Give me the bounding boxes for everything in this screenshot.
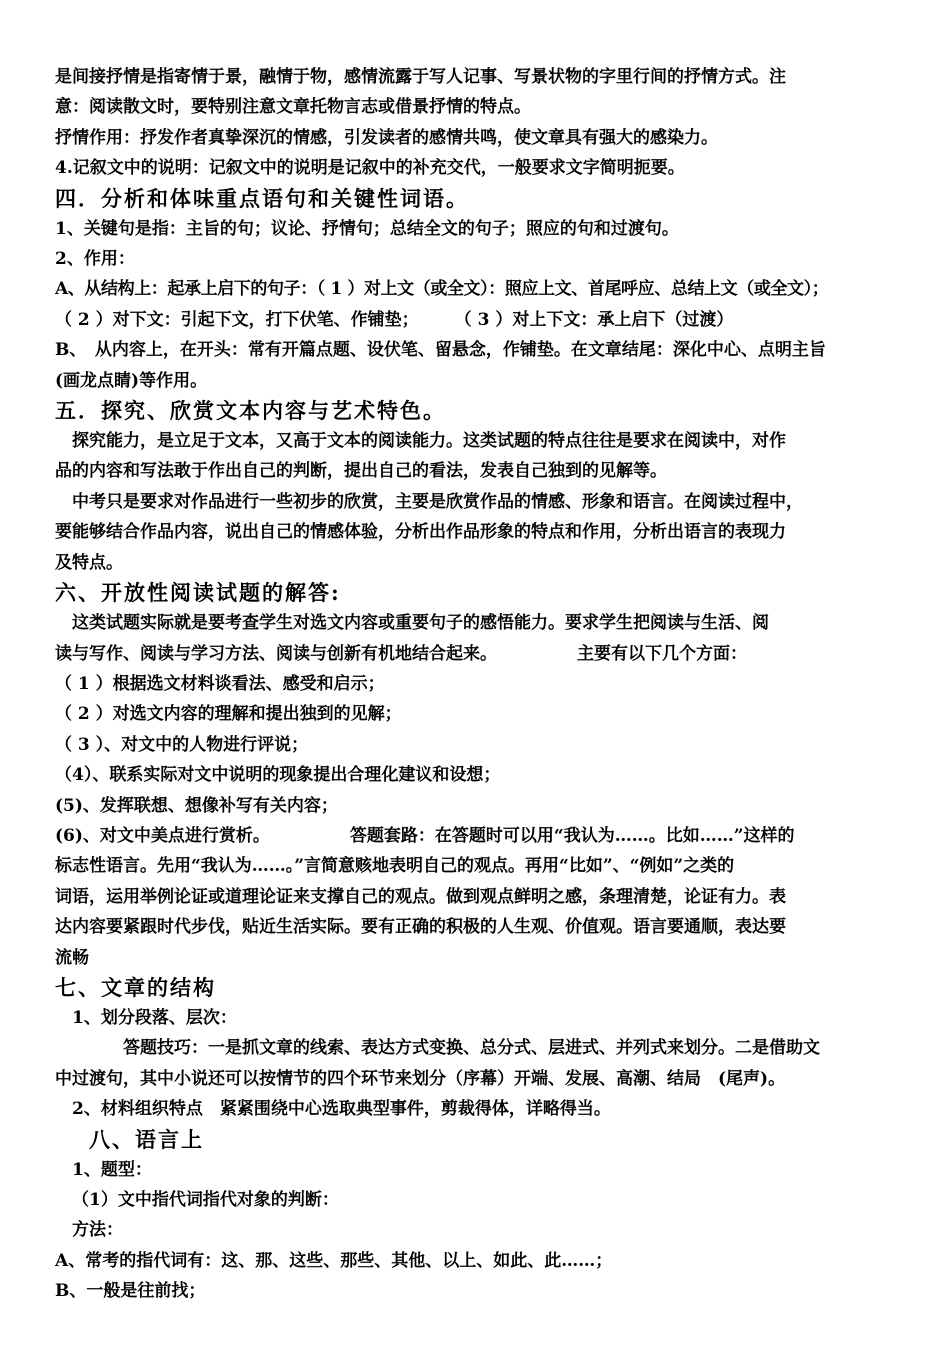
section-heading-7: 七、文章的结构 <box>55 974 216 1000</box>
text-line: B、 从内容上，在开头：常有开篇点题、设伏笔、留悬念，作铺垫。在文章结尾：深化中心、点明主旨 <box>55 340 826 361</box>
text-span: 答题套路：在答题时可以用“我认为……。比如……”这样的 <box>349 825 795 846</box>
text-line: 流畅 <box>55 947 89 968</box>
text-line: 中考只是要求对作品进行一些初步的欣赏，主要是欣赏作品的情感、形象和语言。在阅读过程中， <box>72 491 803 512</box>
text-line: 4.记叙文中的说明：记叙文中的说明是记叙中的补充交代，一般要求文字简明扼要。 <box>55 158 685 179</box>
text-line: 标志性语言。先用“我认为……。”言简意赅地表明自己的观点。再用“比如”、“例如”之类的 <box>55 856 735 877</box>
section-heading-5: 五．探究、欣赏文本内容与艺术特色。 <box>55 398 446 424</box>
section-heading-6: 六、开放性阅读试题的解答: <box>55 580 341 606</box>
text-line: (画龙点睛)等作用。 <box>55 370 208 391</box>
text-line: （1）文中指代词指代对象的判断： <box>72 1190 339 1210</box>
text-line: 抒情作用：抒发作者真挚深沉的情感，引发读者的感情共鸣，使文章具有强大的感染力。 <box>55 127 718 148</box>
text-span: （ 3 ）对上下文：承上启下（过渡） <box>454 309 734 330</box>
text-line: 品的内容和写法敢于作出自己的判断，提出自己的看法，发表自己独到的见解等。 <box>55 461 667 482</box>
text-line <box>55 639 915 669</box>
text-line: 及特点。 <box>55 552 123 573</box>
text-span: （ 2 ）对下文：引起下文，打下伏笔、作铺垫； <box>55 309 419 330</box>
text-line: 达内容要紧跟时代步伐，贴近生活实际。要有正确的积极的人生观、价值观。语言要通顺，表达要 <box>55 917 786 938</box>
section-heading-4: 四．分析和体味重点语句和关键性词语。 <box>55 185 469 211</box>
text-line: 词语，运用举例论证或道理论证来支撑自己的观点。做到观点鲜明之感，条理清楚，论证有力。表 <box>55 886 786 907</box>
text-line: 方法： <box>72 1220 123 1241</box>
text-line: 是间接抒情是指寄情于景，融情于物，感情流露于写人记事、写景状物的字里行间的抒情方式。注 <box>55 67 786 87</box>
text-line: 要能够结合作品内容，说出自己的情感体验，分析出作品形象的特点和作用，分析出语言的表现力 <box>55 522 786 543</box>
text-line <box>55 305 915 335</box>
text-line: B、一般是往前找； <box>55 1281 206 1302</box>
text-span: (6)、对文中美点进行赏析。 <box>55 825 270 846</box>
text-line: 2、材料组织特点 紧紧围绕中心选取典型事件，剪裁得体，详略得当。 <box>72 1099 611 1120</box>
text-line: 1、关键句是指：主旨的句；议论、抒情句；总结全文的句子；照应的句和过渡句。 <box>55 218 679 239</box>
list-item: （ 2 ）对选文内容的理解和提出独到的见解； <box>55 704 402 725</box>
list-item: (5)、发挥联想、想像补写有关内容； <box>55 795 338 816</box>
list-item: （ 1 ）根据选文材料谈看法、感受和启示； <box>55 673 385 694</box>
text-line: A、从结构上：起承上启下的句子：（ 1 ）对上文（或全文）：照应上文、首尾呼应、总结上文（或全文）； <box>55 279 829 300</box>
text-line: 1、题型： <box>72 1159 152 1180</box>
text-line: 这类试题实际就是要考查学生对选文内容或重要句子的感悟能力。要求学生把阅读与生活、阅 <box>72 613 769 634</box>
document-page <box>55 62 915 1307</box>
text-line: 意：阅读散文时，要特别注意文章托物言志或借景抒情的特点。 <box>55 97 531 118</box>
text-line: 探究能力，是立足于文本，又高于文本的阅读能力。这类试题的特点往往是要求在阅读中，对作 <box>72 431 786 452</box>
text-span: 读与写作、阅读与学习方法、阅读与创新有机地结合起来。 <box>55 643 497 664</box>
text-line: 中过渡句，其中小说还可以按情节的四个环节来划分（序幕）开端、发展、高潮、结局 (尾声)。 <box>55 1068 786 1089</box>
text-line: 答题技巧：一是抓文章的线索、表达方式变换、总分式、层进式、并列式来划分。二是借助文 <box>123 1038 820 1059</box>
text-line: A、常考的指代词有：这、那、这些、那些、其他、以上、如此、此……； <box>55 1250 613 1271</box>
text-span: 主要有以下几个方面： <box>577 643 747 664</box>
list-item: （4）、联系实际对文中说明的现象提出合理化建议和设想； <box>55 765 501 786</box>
text-line: 2、作用： <box>55 249 135 270</box>
list-item: （ 3 ）、对文中的人物进行评说； <box>55 734 309 755</box>
list-item <box>55 821 915 851</box>
section-heading-8: 八、语言上 <box>89 1126 204 1152</box>
text-line: 1、划分段落、层次： <box>72 1007 237 1028</box>
